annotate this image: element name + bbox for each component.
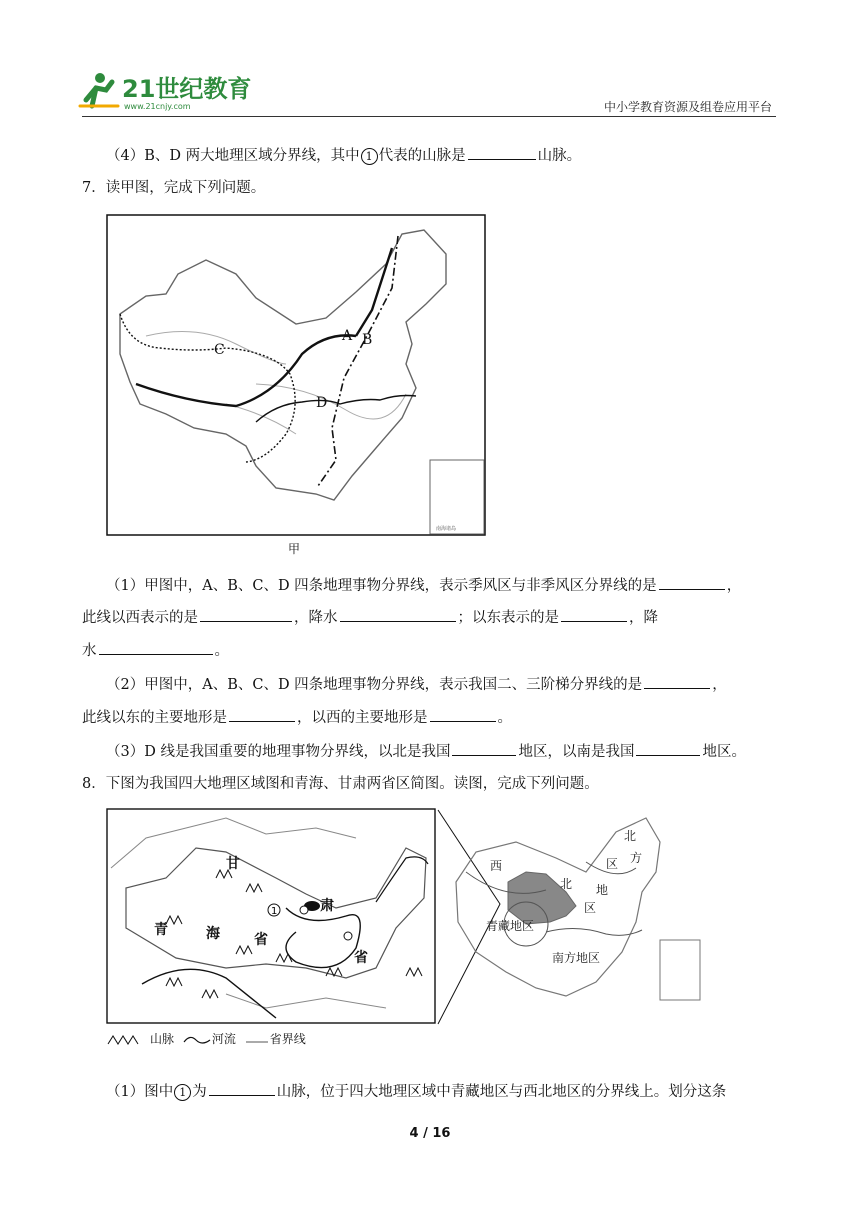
- label-fang: 方: [630, 851, 643, 865]
- label-bei1: 北: [560, 877, 573, 891]
- page-number: 4 / 16: [409, 1126, 451, 1141]
- answer-blank[interactable]: [430, 706, 496, 722]
- label-bei2: 北: [624, 829, 637, 843]
- label-di: 地: [596, 883, 609, 897]
- label-a: A: [342, 328, 353, 344]
- q7-p1-text: 。: [214, 643, 229, 659]
- runner-icon: [80, 73, 118, 106]
- answer-blank[interactable]: [99, 639, 213, 655]
- qinghai-gansu-map: [106, 808, 438, 1026]
- label-d: D: [316, 395, 328, 411]
- q8-p1-text: 为: [192, 1084, 207, 1100]
- legend-border: 省界线: [269, 1032, 306, 1046]
- label-qu2: 区: [606, 857, 619, 871]
- q7-p1-l3: [82, 639, 229, 661]
- q7-p2-text: ，以西的主要地形是: [297, 710, 428, 726]
- city-marker: [344, 932, 352, 940]
- q7-p1-text: 此线以西表示的是: [82, 610, 198, 626]
- label-xi: 西: [490, 859, 503, 873]
- china-map-jia: [106, 214, 486, 536]
- city-marker: [300, 906, 308, 914]
- q7-p1-l2: [82, 606, 658, 628]
- map-caption: 甲: [288, 542, 301, 556]
- logo-title: 21世纪教育: [122, 75, 252, 103]
- q8-p1-text: 山脉，位于四大地理区域中青藏地区与西北地区的分界线上。划分这条: [276, 1084, 727, 1100]
- inset-label: 南海诸岛: [436, 526, 457, 532]
- circled-number-text: 1: [271, 906, 278, 917]
- answer-blank[interactable]: [561, 606, 627, 622]
- answer-blank[interactable]: [200, 606, 292, 622]
- label-hai: 海: [206, 926, 220, 942]
- q7-p1-punct: ，: [726, 578, 742, 594]
- q7-p1-l1: [106, 574, 741, 596]
- map-legend: [106, 1030, 306, 1047]
- q7-p2-l1: [106, 673, 727, 695]
- logo-url: www.21cnjy.com: [124, 102, 191, 111]
- label-sheng1: 省: [254, 932, 268, 948]
- header-platform-text: 中小学教育资源及组卷应用平台: [603, 100, 772, 114]
- river-icon: [182, 1034, 212, 1046]
- label-b: B: [362, 332, 373, 348]
- q7-p2-text: 。: [497, 710, 512, 726]
- q6-part4-suffix: 山脉。: [537, 148, 582, 164]
- q6-part4-text: （4）B、D 两大地理区域分界线，其中: [106, 148, 360, 164]
- answer-blank[interactable]: [659, 574, 725, 590]
- label-qingzang: 青藏地区: [486, 919, 535, 933]
- q7-p2-text: 此线以东的主要地形是: [82, 710, 227, 726]
- q6-part4-text-2: 代表的山脉是: [378, 148, 466, 164]
- answer-blank[interactable]: [229, 706, 295, 722]
- answer-blank[interactable]: [468, 144, 536, 160]
- label-sheng2: 省: [354, 950, 368, 966]
- label-qu1: 区: [584, 901, 597, 915]
- q8-p1-text: （1）图中: [106, 1084, 174, 1100]
- q7-p1-text: 水: [82, 643, 97, 659]
- border-line-icon: [244, 1034, 270, 1046]
- china-regions-map: [446, 812, 704, 1008]
- q7-p3: [106, 740, 746, 762]
- answer-blank[interactable]: [636, 740, 700, 756]
- answer-blank[interactable]: [452, 740, 516, 756]
- q6-part4: [106, 144, 581, 166]
- q7-p1-text: ，降: [629, 610, 658, 626]
- site-logo: [78, 70, 278, 112]
- q8-p1: [106, 1080, 726, 1102]
- q7-p2-punct: ，: [712, 677, 727, 693]
- q7-title: 7．读甲图，完成下列问题。: [82, 180, 266, 196]
- answer-blank[interactable]: [644, 673, 710, 689]
- label-nanfang: 南方地区: [552, 951, 601, 965]
- legend-mountain: 山脉: [150, 1032, 175, 1046]
- label-c: C: [214, 342, 225, 358]
- circled-number: 1: [174, 1084, 191, 1101]
- circled-number: 1: [361, 148, 378, 165]
- q7-p1-text: ；以东表示的是: [457, 610, 559, 626]
- q7-p3-text: 地区。: [702, 744, 746, 760]
- label-qing: 青: [154, 922, 168, 938]
- label-gan: 甘: [226, 856, 240, 872]
- label-su: 肃: [320, 898, 334, 914]
- q7-p1-text: （1）甲图中，A、B、C、D 四条地理事物分界线，表示季风区与非季风区分界线的是: [106, 578, 657, 594]
- q7-p1-text: ，降水: [294, 610, 338, 626]
- q7-p2-l2: [82, 706, 512, 728]
- q8-title: 8．下图为我国四大地理区域图和青海、甘肃两省区简图。读图，完成下列问题。: [82, 776, 599, 792]
- q7-p3-text: 地区，以南是我国: [518, 744, 635, 760]
- answer-blank[interactable]: [340, 606, 456, 622]
- legend-river: 河流: [211, 1032, 236, 1046]
- mountain-icon: [106, 1034, 150, 1046]
- answer-blank[interactable]: [209, 1080, 275, 1096]
- q7-p3-text: （3）D 线是我国重要的地理事物分界线，以北是我国: [106, 744, 451, 760]
- header-divider: [82, 116, 776, 117]
- q7-p2-text: （2）甲图中，A、B、C、D 四条地理事物分界线，表示我国二、三阶梯分界线的是: [106, 677, 643, 693]
